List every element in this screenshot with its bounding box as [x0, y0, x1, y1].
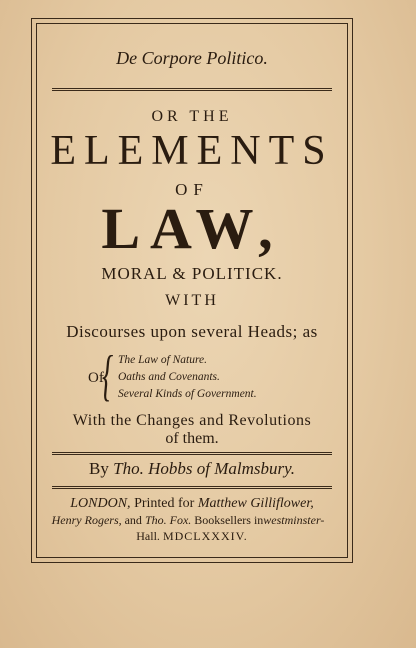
imprint-publisher: Matthew Gilliflower, [197, 496, 314, 511]
half-title: De Corpore Politico. [116, 48, 268, 68]
topic-item: Several Kinds of Government. [118, 388, 257, 400]
title-discourses: Discourses upon several Heads; as [66, 322, 318, 341]
imprint-city: LONDON, [70, 496, 131, 511]
divider-rule [52, 486, 332, 492]
title-elements: ELEMENTS [50, 128, 334, 174]
title-moral-politick: MORAL & POLITICK. [101, 264, 283, 283]
author-by: By [89, 459, 109, 478]
title-or-the: OR THE [151, 108, 233, 125]
topic-item: Oaths and Covenants. [118, 371, 220, 383]
of-them-line: of them. [165, 430, 219, 447]
topics-of-label: Of [88, 370, 104, 386]
title-with: WITH [165, 292, 219, 309]
imprint-publisher: Henry Rogers, [51, 513, 122, 527]
author-line [36, 459, 348, 479]
imprint-place: westminster- [263, 513, 325, 527]
imprint-line-1 [36, 496, 348, 512]
imprint-publisher: Tho. Fox. [144, 513, 192, 527]
imprint-place: Hall. [136, 529, 160, 543]
imprint-booksellers: Booksellers in [194, 513, 264, 527]
divider-rule [52, 452, 332, 458]
topic-item: The Law of Nature. [118, 354, 208, 366]
imprint-and: and [124, 513, 142, 527]
title-law: LAW, [101, 196, 283, 261]
topics-list [88, 345, 328, 407]
author-name: Tho. Hobbs of Malmsbury. [113, 459, 295, 478]
title-of: OF [175, 180, 209, 199]
imprint-line-3 [36, 529, 348, 544]
imprint-line-2 [32, 513, 344, 528]
divider-rule [52, 88, 332, 94]
imprint-year: MDCLXXXIV. [162, 529, 248, 543]
changes-line: With the Changes and Revolutions [72, 412, 312, 429]
imprint-printed-for: Printed for [134, 496, 195, 511]
brace-icon: { [102, 345, 114, 407]
